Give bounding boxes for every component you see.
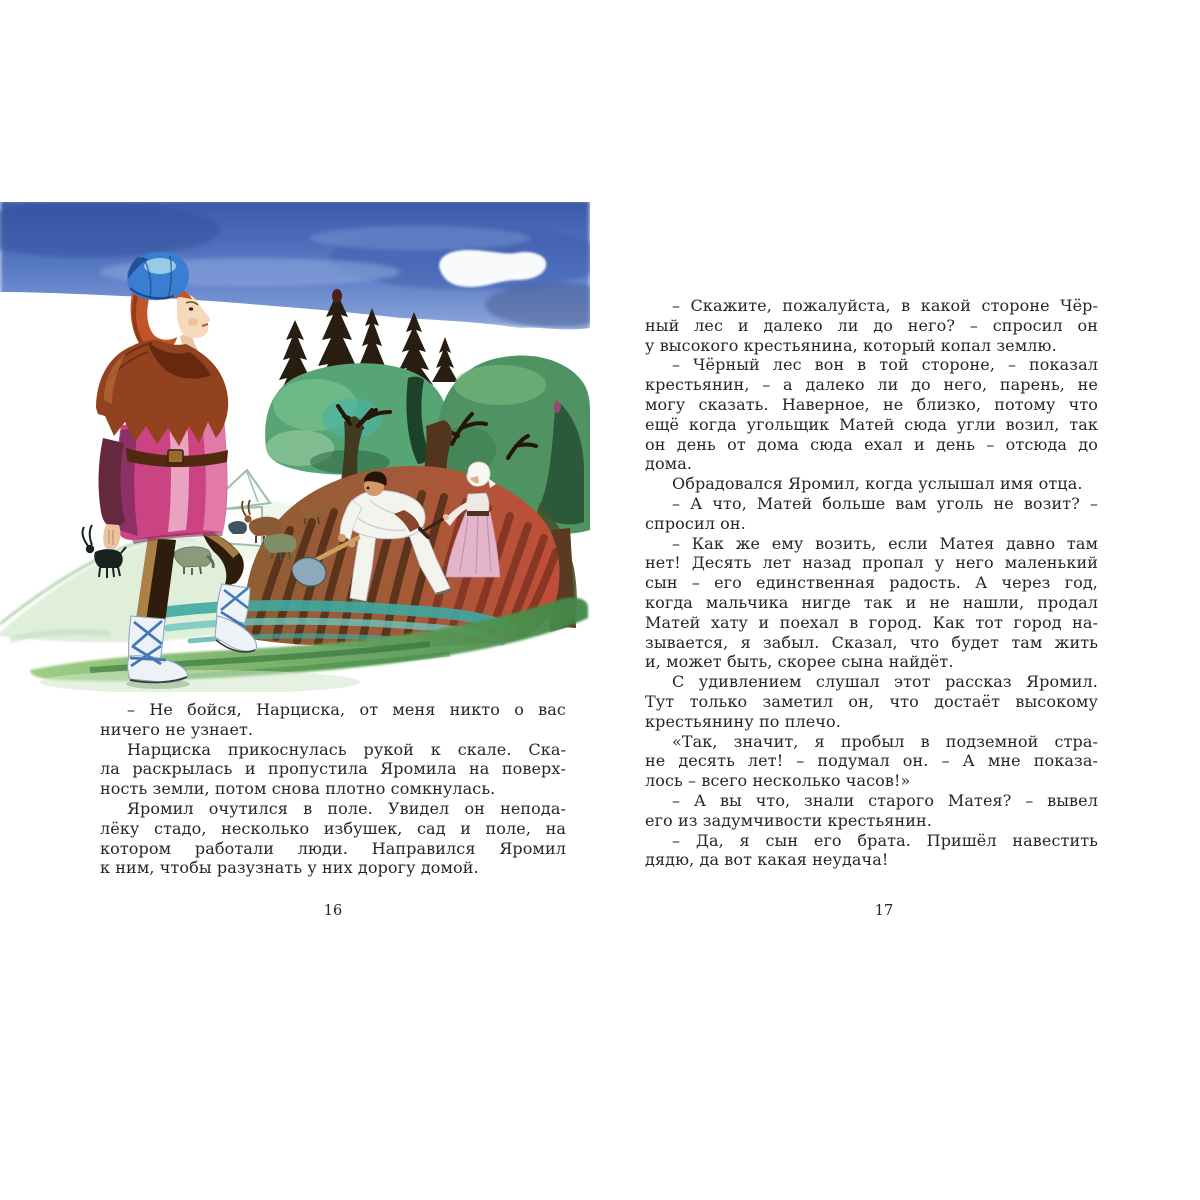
right-page-text-block	[645, 296, 1098, 870]
text-line: крестьянину по плечо.	[645, 711, 841, 731]
text-line: у высокого крестьянина, который копал землю.	[645, 335, 1057, 355]
text-line: Тут только заметил он, что достаёт высокому	[645, 691, 1098, 711]
text-line: ный лес и далеко ли до него? – спросил он	[645, 315, 1098, 335]
text-line: Матей хату и поехал в город. Как тот город на-	[645, 612, 1098, 632]
left-page-text-block	[100, 700, 566, 878]
text-line: зывается, я забыл. Сказал, что будет там жить	[645, 632, 1098, 652]
text-line: и, может быть, скорее сына найдёт.	[645, 652, 954, 672]
text-line: крестьянин, – а далеко ли до него, парень, не	[645, 375, 1098, 395]
story-illustration	[0, 200, 590, 692]
text-line: спросил он.	[645, 513, 746, 533]
text-line: С удивлением слушал этот рассказ Яромил.	[672, 672, 1098, 692]
text-line: могу сказать. Наверное, не близко, потому что	[645, 394, 1098, 414]
text-line: лось – всего несколько часов!»	[645, 771, 911, 791]
text-line: дома.	[645, 454, 693, 474]
text-line: когда мальчика нигде так и не нашли, продал	[645, 592, 1098, 612]
text-line: – А вы что, знали старого Матея? – вывел	[672, 790, 1098, 810]
text-line: Яромил очутился в поле. Увидел он непода-	[127, 798, 566, 818]
text-line: – Чёрный лес вон в той стороне, – показал	[672, 355, 1098, 375]
text-line: он день от дома сюда ехал и день – отсюда до	[645, 434, 1098, 454]
text-line: к ним, чтобы разузнать у них дорогу домой.	[100, 858, 479, 878]
text-line: ещё когда угольщик Матей сюда угли возил, так	[645, 414, 1098, 434]
text-line: ла раскрылась и пропустила Яромила на поверх-	[100, 759, 566, 779]
boy-cap	[127, 252, 189, 300]
text-line: – Не бойся, Нарциска, от меня никто о вас	[127, 700, 566, 719]
text-line: не десять лет! – подумал он. – А мне показа-	[645, 751, 1098, 771]
text-line: – А что, Матей больше вам уголь не возит? –	[672, 493, 1098, 513]
text-line: котором работали люди. Направился Яромил	[100, 838, 566, 858]
text-line: – Как же ему возить, если Матея давно там	[672, 533, 1098, 553]
text-line: ность земли, потом снова плотно сомкнулась.	[100, 779, 496, 799]
left-page-number: 16	[323, 903, 343, 919]
text-line: нет! Десять лет назад пропал у него маленький	[645, 553, 1098, 573]
text-line: – Да, я сын его брата. Пришёл навестить	[672, 830, 1098, 850]
text-line: Обрадовался Яромил, когда услышал имя отца.	[672, 474, 1083, 494]
text-line: его из задумчивости крестьянин.	[645, 810, 932, 830]
text-line: «Так, значит, я пробыл в подземной стра-	[672, 731, 1098, 751]
right-page-number: 17	[874, 903, 894, 919]
text-line: лёку стадо, несколько избушек, сад и поле, на	[100, 818, 566, 838]
text-line: Нарциска прикоснулась рукой к скале. Ска-	[127, 739, 566, 759]
text-line: дядю, да вот какая неудача!	[645, 850, 889, 870]
text-line: – Скажите, пожалуйста, в какой стороне Чёр-	[672, 296, 1098, 315]
text-line: ничего не узнает.	[100, 719, 254, 739]
text-line: сын – его единственная радость. А через год,	[645, 573, 1098, 593]
